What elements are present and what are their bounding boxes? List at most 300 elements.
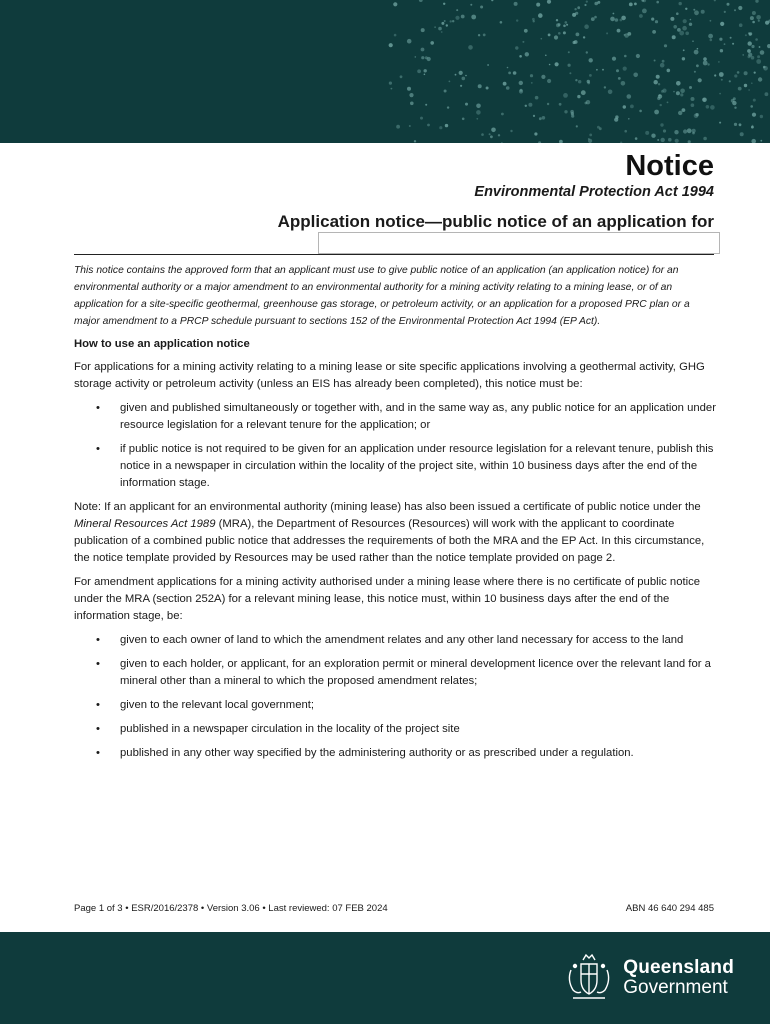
pattern-dot bbox=[424, 74, 426, 76]
pattern-dot bbox=[574, 8, 576, 10]
pattern-dot bbox=[751, 82, 753, 84]
pattern-dot bbox=[670, 17, 674, 21]
page-title: Notice bbox=[625, 150, 714, 182]
pattern-dot bbox=[710, 20, 712, 22]
pattern-dot bbox=[519, 81, 523, 85]
pattern-dot bbox=[597, 126, 600, 129]
pattern-dot bbox=[575, 79, 577, 81]
pattern-dot bbox=[430, 41, 434, 45]
pattern-dot bbox=[730, 37, 732, 39]
pattern-dot bbox=[721, 79, 723, 81]
pattern-dot bbox=[524, 29, 528, 33]
pattern-dot bbox=[694, 114, 699, 119]
pattern-dot bbox=[556, 19, 558, 21]
pattern-dot bbox=[688, 140, 691, 143]
pattern-dot bbox=[519, 89, 523, 93]
queensland-government-logo bbox=[561, 950, 734, 1006]
dot-pattern-decoration bbox=[0, 0, 770, 143]
pattern-dot bbox=[679, 31, 684, 36]
pattern-dot bbox=[421, 28, 425, 32]
pattern-dot bbox=[547, 103, 549, 105]
pattern-dot bbox=[481, 133, 484, 136]
pattern-dot bbox=[635, 137, 638, 140]
pattern-dot bbox=[563, 31, 566, 34]
pattern-dot bbox=[645, 131, 649, 135]
pattern-dot bbox=[690, 19, 692, 21]
pattern-dot bbox=[734, 9, 736, 11]
pattern-dot bbox=[624, 130, 627, 133]
pattern-dot bbox=[568, 64, 571, 67]
pattern-dot bbox=[591, 17, 595, 21]
pattern-dot bbox=[400, 75, 403, 78]
pattern-dot bbox=[578, 80, 581, 83]
pattern-dot bbox=[657, 97, 660, 100]
pattern-dot bbox=[623, 105, 626, 108]
pattern-dot bbox=[680, 93, 683, 96]
pattern-dot bbox=[682, 26, 687, 31]
pattern-dot bbox=[667, 69, 671, 73]
pattern-dot bbox=[758, 77, 762, 81]
pattern-dot bbox=[455, 74, 457, 76]
pattern-dot bbox=[460, 85, 462, 87]
pattern-dot bbox=[444, 90, 447, 93]
pattern-dot bbox=[507, 67, 509, 69]
pattern-dot bbox=[656, 1, 659, 4]
pattern-dot bbox=[744, 84, 747, 87]
pattern-dot bbox=[748, 55, 751, 58]
application-heading: Application notice—public notice of an application for bbox=[277, 212, 714, 231]
pattern-dot bbox=[571, 115, 574, 118]
pattern-dot bbox=[734, 123, 737, 126]
pattern-dot bbox=[513, 71, 517, 75]
pattern-dot bbox=[500, 21, 503, 24]
pattern-dot bbox=[503, 82, 507, 86]
pattern-dot bbox=[673, 25, 677, 29]
pattern-dot bbox=[577, 95, 580, 98]
pattern-dot bbox=[547, 0, 551, 4]
pattern-dot bbox=[751, 139, 756, 143]
pattern-dot bbox=[672, 35, 676, 39]
pattern-dot bbox=[441, 31, 443, 33]
pattern-dot bbox=[748, 41, 752, 45]
pattern-dot bbox=[627, 32, 631, 36]
bullet-icon: • bbox=[96, 747, 100, 759]
pattern-dot bbox=[508, 72, 511, 75]
pattern-dot bbox=[719, 38, 722, 41]
pattern-dot bbox=[409, 93, 413, 97]
pattern-dot bbox=[559, 140, 563, 143]
pattern-dot bbox=[541, 75, 545, 79]
pattern-dot bbox=[396, 125, 400, 129]
pattern-dot bbox=[506, 86, 510, 90]
header-band bbox=[0, 0, 770, 143]
pattern-dot bbox=[498, 134, 500, 136]
pattern-dot bbox=[757, 55, 760, 58]
list-item: • given to the relevant local government; bbox=[74, 697, 716, 714]
pattern-dot bbox=[748, 89, 750, 91]
pattern-dot bbox=[755, 0, 758, 3]
act-title-italic: Mineral Resources Act 1989 bbox=[74, 518, 216, 530]
pattern-dot bbox=[627, 94, 632, 99]
pattern-dot bbox=[618, 77, 621, 80]
pattern-dot bbox=[661, 138, 665, 142]
pattern-dot bbox=[720, 49, 723, 52]
pattern-dot bbox=[535, 96, 539, 100]
pattern-dot bbox=[568, 51, 570, 53]
pattern-dot bbox=[566, 24, 568, 26]
pattern-dot bbox=[701, 10, 705, 14]
pattern-dot bbox=[602, 69, 604, 71]
pattern-dot bbox=[642, 9, 647, 14]
pattern-dot bbox=[409, 125, 411, 127]
pattern-dot bbox=[438, 27, 442, 31]
pattern-dot bbox=[536, 3, 540, 7]
pattern-dot bbox=[718, 61, 720, 63]
pattern-dot bbox=[682, 108, 686, 112]
pattern-dot bbox=[577, 6, 580, 9]
pattern-dot bbox=[755, 38, 758, 41]
pattern-dot bbox=[542, 116, 546, 120]
pattern-dot bbox=[639, 110, 642, 113]
pattern-dot bbox=[559, 103, 562, 106]
pattern-dot bbox=[589, 134, 592, 137]
pattern-dot bbox=[756, 15, 761, 20]
list-item: • published in any other way specified by the administering authority or as prescribed under a regulation. bbox=[74, 745, 716, 762]
pattern-dot bbox=[548, 34, 551, 37]
bullet-list bbox=[74, 400, 716, 492]
pattern-dot bbox=[696, 64, 699, 67]
pattern-dot bbox=[751, 56, 755, 60]
pattern-dot bbox=[680, 89, 685, 94]
pattern-dot bbox=[656, 75, 660, 79]
pattern-dot bbox=[563, 93, 568, 98]
pattern-dot bbox=[719, 93, 721, 95]
pattern-dot bbox=[685, 8, 687, 10]
logo-line-2: Government bbox=[623, 977, 728, 998]
pattern-dot bbox=[576, 33, 580, 37]
pattern-dot bbox=[407, 39, 412, 44]
pattern-dot bbox=[476, 118, 478, 120]
pattern-dot bbox=[421, 48, 425, 52]
pattern-dot bbox=[491, 0, 493, 1]
pattern-dot bbox=[758, 20, 760, 22]
pattern-dot bbox=[528, 103, 532, 107]
pattern-dot bbox=[639, 14, 643, 18]
pattern-dot bbox=[685, 32, 689, 36]
pattern-dot bbox=[660, 104, 662, 106]
pattern-dot bbox=[616, 69, 619, 72]
pattern-dot bbox=[462, 77, 466, 81]
pattern-dot bbox=[760, 115, 763, 118]
pattern-dot bbox=[554, 35, 558, 39]
pattern-dot bbox=[751, 126, 754, 129]
pattern-dot bbox=[698, 78, 702, 82]
pattern-dot bbox=[588, 139, 592, 143]
pattern-dot bbox=[676, 91, 680, 95]
pattern-dot bbox=[445, 124, 448, 127]
pattern-dot bbox=[745, 34, 747, 36]
pattern-dot bbox=[583, 36, 585, 38]
pattern-dot bbox=[738, 6, 742, 10]
pattern-dot bbox=[538, 13, 543, 18]
pattern-dot bbox=[765, 92, 769, 96]
bullet-icon: • bbox=[96, 634, 100, 646]
pattern-dot bbox=[461, 15, 465, 19]
pattern-dot bbox=[419, 0, 423, 2]
pattern-dot bbox=[425, 104, 427, 106]
pattern-dot bbox=[667, 102, 669, 104]
pattern-dot bbox=[525, 105, 527, 107]
list-item: • if public notice is not required to be given for an application under resource legislation for a relevant tenure, publish this notice in a newspaper in circulation within the locality of the project site, within 10 business days after the end of the information stage. bbox=[96, 443, 714, 489]
pattern-dot bbox=[538, 141, 541, 143]
pattern-dot bbox=[678, 111, 682, 115]
pattern-dot bbox=[558, 32, 561, 35]
pattern-dot bbox=[714, 0, 716, 1]
pattern-dot bbox=[731, 99, 735, 103]
pattern-dot bbox=[692, 40, 694, 42]
pattern-dot bbox=[468, 45, 473, 50]
pattern-dot bbox=[708, 34, 713, 39]
list-item: • published in a newspaper circulation in the locality of the project site bbox=[74, 721, 716, 738]
pattern-dot bbox=[750, 105, 753, 108]
pattern-dot bbox=[586, 51, 588, 53]
pattern-dot bbox=[720, 22, 724, 26]
pattern-dot bbox=[584, 4, 586, 6]
pattern-dot bbox=[614, 118, 618, 122]
pattern-dot bbox=[555, 62, 559, 66]
pattern-dot bbox=[539, 117, 542, 120]
pattern-dot bbox=[694, 71, 696, 73]
logo-text bbox=[623, 958, 734, 998]
pattern-dot bbox=[683, 49, 685, 51]
pattern-dot bbox=[719, 122, 721, 124]
pattern-dot bbox=[687, 128, 692, 133]
pattern-dot bbox=[655, 20, 658, 23]
pattern-dot bbox=[556, 23, 560, 27]
pattern-dot bbox=[490, 135, 493, 138]
pattern-dot bbox=[594, 16, 597, 19]
pattern-dot bbox=[391, 88, 393, 90]
pattern-dot bbox=[471, 15, 476, 20]
pattern-dot bbox=[714, 74, 716, 76]
pattern-dot bbox=[480, 6, 483, 9]
pattern-dot bbox=[621, 16, 626, 21]
pattern-dot bbox=[394, 34, 397, 37]
pattern-dot bbox=[586, 1, 588, 3]
pattern-dot bbox=[581, 90, 586, 95]
pattern-dot bbox=[724, 11, 726, 13]
pattern-dot bbox=[459, 71, 463, 75]
pattern-dot bbox=[683, 19, 687, 23]
document-body bbox=[74, 262, 716, 769]
pattern-dot bbox=[752, 113, 756, 117]
bullet-icon: • bbox=[96, 723, 100, 735]
pattern-dot bbox=[673, 91, 675, 93]
list-item: • given to each owner of land to which the amendment relates and any other land necessary for access to the land bbox=[74, 632, 716, 649]
pattern-dot bbox=[427, 124, 430, 127]
pattern-dot bbox=[491, 128, 496, 133]
pattern-dot bbox=[739, 123, 742, 126]
paragraph: For amendment applications for a mining activity authorised under a mining lease where there is no certificate of public notice under the MRA (section 252A) for a relevant mining lease, this notice must, within 10 business days after the end of the information stage, be: bbox=[74, 576, 701, 622]
pattern-dot bbox=[410, 102, 414, 106]
pattern-dot bbox=[692, 129, 696, 133]
pattern-dot bbox=[519, 55, 522, 58]
pattern-dot bbox=[573, 41, 576, 44]
pattern-dot bbox=[594, 2, 598, 6]
pattern-dot bbox=[727, 3, 730, 6]
pattern-dot bbox=[501, 142, 503, 143]
pattern-dot bbox=[476, 110, 481, 115]
pattern-dot bbox=[514, 2, 518, 6]
pattern-dot bbox=[584, 24, 589, 29]
pattern-dot bbox=[615, 18, 619, 22]
pattern-dot bbox=[703, 137, 707, 141]
pattern-dot bbox=[706, 105, 710, 109]
logo-line-1: Queensland bbox=[623, 957, 734, 978]
pattern-dot bbox=[612, 57, 616, 61]
pattern-dot bbox=[425, 56, 428, 59]
pattern-dot bbox=[659, 94, 661, 96]
pattern-dot bbox=[452, 20, 454, 22]
bullet-icon: • bbox=[96, 402, 100, 414]
pattern-dot bbox=[750, 16, 754, 20]
pattern-dot bbox=[682, 57, 685, 60]
pattern-dot bbox=[744, 71, 748, 75]
pattern-dot bbox=[447, 106, 449, 108]
pattern-dot bbox=[570, 110, 574, 114]
pattern-dot bbox=[710, 39, 713, 42]
bullet-icon: • bbox=[96, 443, 100, 455]
pattern-dot bbox=[747, 49, 751, 53]
pattern-dot bbox=[651, 134, 655, 138]
intro-text: This notice contains the approved form that an applicant must use to give public notice of an application (an application notice) for an environmental authority or a major amendment to an environmental authority for a mining activity relating to a mining lease, or of an application for a site-specific geothermal, greenhouse gas storage, or petroleum activity, or an application for a proposed PRC plan or a major amendment to a PRCP schedule pursuant to sections 152 of the Environmental Protection Act 1994 (EP Act). bbox=[74, 265, 690, 327]
pattern-dot bbox=[389, 43, 393, 47]
pattern-dot bbox=[732, 43, 734, 45]
pattern-dot bbox=[683, 129, 687, 133]
pattern-dot bbox=[654, 110, 659, 115]
pattern-dot bbox=[675, 139, 679, 143]
pattern-dot bbox=[525, 52, 529, 56]
pattern-dot bbox=[478, 84, 482, 88]
pattern-dot bbox=[703, 61, 708, 66]
pattern-dot bbox=[545, 55, 547, 57]
pattern-dot bbox=[604, 86, 606, 88]
pattern-dot bbox=[751, 45, 754, 48]
pattern-dot bbox=[662, 60, 665, 63]
pattern-dot bbox=[763, 66, 766, 69]
pattern-dot bbox=[441, 22, 444, 25]
pattern-dot bbox=[450, 20, 452, 22]
pattern-dot bbox=[742, 54, 744, 56]
pattern-dot bbox=[483, 34, 486, 37]
pattern-dot bbox=[608, 90, 613, 95]
pattern-dot bbox=[664, 44, 667, 47]
pattern-dot bbox=[710, 105, 715, 110]
pattern-dot bbox=[569, 72, 571, 74]
divider bbox=[74, 254, 714, 255]
pattern-dot bbox=[407, 87, 411, 91]
pattern-dot bbox=[752, 21, 755, 24]
pattern-dot bbox=[530, 74, 533, 77]
pattern-dot bbox=[414, 140, 416, 142]
bullet-icon: • bbox=[96, 658, 100, 670]
pattern-dot bbox=[470, 4, 472, 6]
pattern-dot bbox=[596, 69, 598, 71]
pattern-dot bbox=[617, 29, 621, 33]
pattern-dot bbox=[629, 3, 633, 7]
pattern-dot bbox=[694, 50, 699, 55]
pattern-dot bbox=[532, 18, 535, 21]
pattern-dot bbox=[660, 123, 663, 126]
pattern-dot bbox=[679, 2, 682, 5]
bullet-list bbox=[74, 632, 716, 762]
pattern-dot bbox=[621, 81, 626, 86]
pattern-dot bbox=[676, 12, 679, 15]
pattern-dot bbox=[729, 80, 731, 82]
abn-number: ABN 46 640 294 485 bbox=[625, 903, 714, 914]
pattern-dot bbox=[634, 3, 637, 6]
pattern-dot bbox=[489, 133, 491, 135]
bullet-icon: • bbox=[96, 699, 100, 711]
pattern-dot bbox=[740, 132, 744, 136]
pattern-dot bbox=[697, 48, 699, 50]
pattern-dot bbox=[628, 118, 630, 120]
application-type-field[interactable] bbox=[318, 232, 720, 254]
pattern-dot bbox=[652, 30, 656, 34]
pattern-dot bbox=[439, 126, 442, 129]
pattern-dot bbox=[516, 19, 518, 21]
note-paragraph: Note: If an applicant for an environmental authority (mining lease) has also been issued a certificate of public notice under the Mineral Resources Act 1989 (MRA), the Department of Resources (Resources) will work with the applicant to coordinate publication of a combined public notice that addresses the requirements of both the MRA and the EP Act. In this circumstance, the notice template provided by Resources may be used rather than the notice template provided on page 2. bbox=[74, 501, 705, 564]
pattern-dot bbox=[636, 54, 640, 58]
pattern-dot bbox=[586, 100, 590, 104]
pattern-dot bbox=[654, 60, 656, 62]
pattern-dot bbox=[737, 71, 740, 74]
pattern-dot bbox=[752, 11, 756, 15]
queensland-crest-icon bbox=[561, 950, 617, 1006]
pattern-dot bbox=[703, 57, 707, 61]
page-info: Page 1 of 3 • ESR/2016/2378 • Version 3.06 • Last reviewed: 07 FEB 2024 bbox=[74, 903, 388, 914]
pattern-dot bbox=[739, 23, 743, 27]
pattern-dot bbox=[587, 82, 590, 85]
pattern-dot bbox=[465, 103, 468, 106]
section-heading: How to use an application notice bbox=[74, 338, 250, 350]
pattern-dot bbox=[754, 72, 756, 74]
pattern-dot bbox=[654, 80, 658, 84]
pattern-dot bbox=[694, 10, 699, 15]
pattern-dot bbox=[486, 87, 489, 90]
pattern-dot bbox=[620, 142, 622, 144]
pattern-dot bbox=[449, 81, 451, 83]
pattern-dot bbox=[689, 23, 692, 26]
pattern-dot bbox=[657, 139, 659, 141]
pattern-dot bbox=[668, 138, 672, 142]
pattern-dot bbox=[455, 16, 459, 20]
pattern-dot bbox=[660, 63, 665, 68]
act-name: Environmental Protection Act 1994 bbox=[474, 184, 714, 200]
pattern-dot bbox=[389, 82, 392, 85]
pattern-dot bbox=[676, 81, 681, 86]
pattern-dot bbox=[738, 87, 742, 91]
pattern-dot bbox=[564, 110, 567, 113]
pattern-dot bbox=[623, 67, 627, 71]
pattern-dot bbox=[501, 113, 504, 116]
pattern-dot bbox=[734, 74, 737, 77]
pattern-dot bbox=[424, 69, 427, 72]
pattern-dot bbox=[630, 105, 634, 109]
pattern-dot bbox=[421, 56, 424, 59]
pattern-dot bbox=[663, 129, 666, 132]
pattern-dot bbox=[753, 99, 756, 102]
